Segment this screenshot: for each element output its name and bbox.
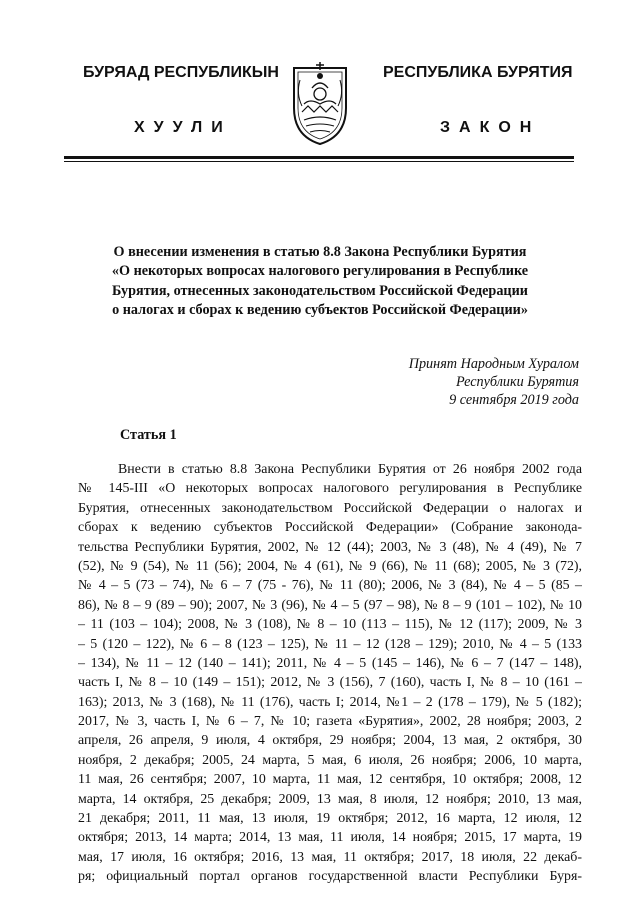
body-line: – 134), № 11 – 12 (140 – 141); 2011, № 4 – 5 (145 – 146), № 6 – 7 (147 – 148), <box>78 655 582 671</box>
body-line: Бурятия, отнесенных законодательством Российской Федерации о налогах и <box>78 500 582 516</box>
header-right-line1: РЕСПУБЛИКА БУРЯТИЯ <box>383 64 573 81</box>
body-line: 86), № 8 – 9 (89 – 90); 2007, № 3 (96), № 4 – 5 (97 – 98), № 8 – 9 (101 – 102), № 10 <box>78 597 582 613</box>
header-rule-thin <box>64 161 574 162</box>
adoption-line: Принят Народным Хуралом <box>408 356 579 372</box>
body-line: 21 декабря; 2011, 11 мая, 13 июля, 19 октября; 2012, 16 марта, 12 июля, 12 <box>78 811 582 827</box>
body-line: апреля, 26 апреля, 9 июля, 4 октября, 29 ноября; 2004, 13 мая, 2 октября, 30 <box>78 733 582 749</box>
body-line: – 5 (120 – 122), № 6 – 8 (123 – 125), № 11 – 12 (128 – 129); 2010, № 4 – 5 (133 <box>78 636 582 652</box>
body-line: ноября, 2 декабря; 2005, 24 марта, 5 мая, 6 июля, 26 ноября; 2006, 10 марта, <box>78 752 582 768</box>
title-line: о налогах и сборах к ведению субъектов Российской Федерации» <box>112 301 528 318</box>
adoption-line: Республики Бурятия <box>455 374 579 390</box>
body-line: тельства Республики Бурятия, 2002, № 12 (44); 2003, № 3 (48), № 4 (49), № 7 <box>78 539 582 555</box>
title-line: Бурятия, отнесенных законодательством Российской Федерации <box>112 282 528 299</box>
body-line: октября; 2013, 14 марта; 2014, 13 мая, 11 июля, 14 ноября; 2015, 17 марта, 19 <box>78 830 582 846</box>
header-rule-thick <box>64 156 574 159</box>
coat-of-arms-of-buryatia-icon <box>290 58 350 148</box>
body-line: ря; официальный портал органов государственной власти Республики Буря- <box>78 869 582 885</box>
adoption-note <box>409 355 579 409</box>
body-line: (52), № 9 (54), № 11 (56); 2004, № 4 (61), № 9 (66), № 11 (68); 2005, № 3 (72), <box>78 558 582 574</box>
body-line: мая, 17 июля, 16 октября; 2016, 13 мая, 11 октября; 2017, 18 июля, 22 декаб- <box>78 849 582 865</box>
body-line: сборах к ведению субъектов Российской Федерации» (Собрание законода- <box>78 520 582 536</box>
body-line: № 4 – 5 (73 – 74), № 6 – 7 (75 - 76), № 11 (80); 2006, № 3 (84), № 4 – 5 (85 – <box>78 578 582 594</box>
body-line: 2017, № 3, часть I, № 6 – 7, № 10; газета «Бурятия», 2002, 28 ноября; 2003, 2 <box>78 714 582 730</box>
header-right-line2: ЗАКОН <box>440 119 541 136</box>
body-line: № 145-III «О некоторых вопросах налогового регулирования в Республике <box>78 481 582 497</box>
adoption-line: 9 сентября 2019 года <box>449 392 579 408</box>
document-title <box>70 243 570 320</box>
body-line: часть I, № 8 – 10 (149 – 151); 2012, № 3 (156), 7 (160), часть I, № 8 – 10 (161 – <box>78 675 582 691</box>
header-left-line1: БУРЯАД РЕСПУБЛИКЫН <box>83 64 279 81</box>
article-body <box>78 460 582 887</box>
title-line: О внесении изменения в статью 8.8 Закона Республики Бурятия <box>113 244 527 260</box>
body-line: – 11 (103 – 104); 2008, № 3 (108), № 8 – 10 (113 – 115), № 12 (117); 2009, № 3 <box>78 617 582 633</box>
article-heading: Статья 1 <box>120 427 177 443</box>
body-line: 163); 2013, № 3 (168), № 11 (176), часть I; 2014, №1 – 2 (178 – 179), № 5 (182); <box>78 694 582 710</box>
body-line: Внести в статью 8.8 Закона Республики Бурятия от 26 ноября 2002 года <box>118 462 582 477</box>
body-line: 11 мая, 26 сентября; 2007, 10 марта, 11 мая, 12 сентября, 10 октября; 2008, 12 <box>78 772 582 788</box>
body-line: марта, 14 октября, 25 декабря; 2009, 13 мая, 8 июля, 12 ноября; 2010, 13 мая, <box>78 791 582 807</box>
header-left-line2: ХУУЛИ <box>134 119 232 136</box>
title-line: «О некоторых вопросах налогового регулирования в Республике <box>111 263 529 280</box>
